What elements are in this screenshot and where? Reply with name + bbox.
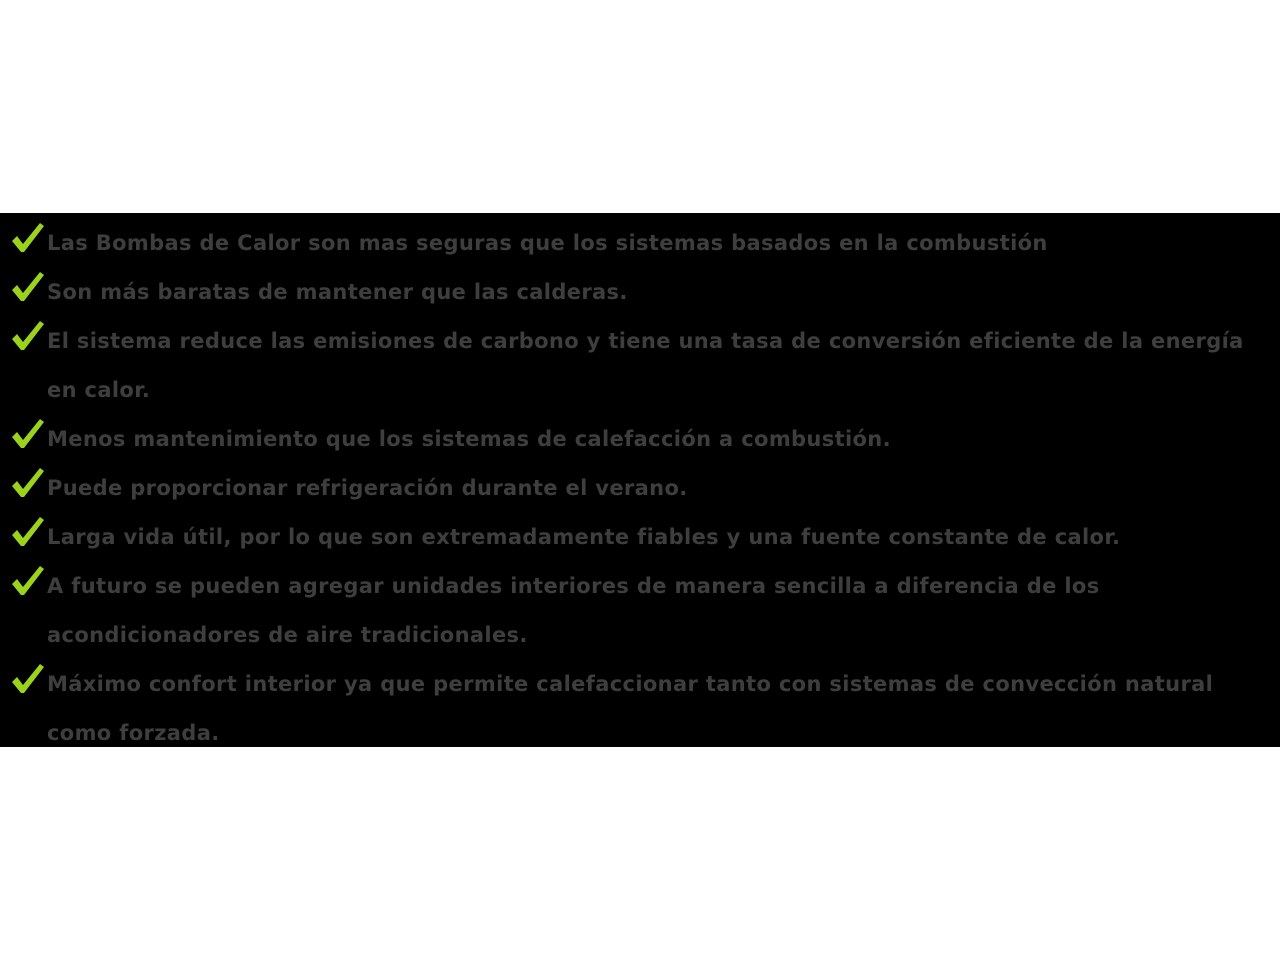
benefit-item (0, 415, 1280, 464)
checkmark-icon (9, 417, 45, 451)
benefit-item (0, 562, 1280, 660)
benefit-item (0, 317, 1280, 415)
benefit-text: Máximo confort interior ya que permite calefaccionar tanto con sistemas de convección natural como forzada. (47, 672, 1214, 745)
checkmark-icon (9, 319, 45, 353)
checkmark-icon (9, 466, 45, 500)
checkmark-icon (9, 221, 45, 255)
benefit-item (0, 513, 1280, 562)
benefits-list (0, 213, 1280, 747)
benefits-panel (0, 213, 1280, 747)
benefit-item (0, 268, 1280, 317)
benefit-item (0, 219, 1280, 268)
benefit-item (0, 660, 1280, 747)
benefit-text: Son más baratas de mantener que las calderas. (47, 280, 628, 304)
benefit-text: Puede proporcionar refrigeración durante el verano. (47, 476, 688, 500)
checkmark-icon (9, 270, 45, 304)
checkmark-icon (9, 515, 45, 549)
benefit-text: El sistema reduce las emisiones de carbono y tiene una tasa de conversión eficiente de la energía en calor. (47, 329, 1244, 402)
benefit-text: A futuro se pueden agregar unidades interiores de manera sencilla a diferencia de los acondicionadores de aire tradicionales. (47, 574, 1100, 647)
checkmark-icon (9, 564, 45, 598)
benefit-item (0, 464, 1280, 513)
benefit-text: Larga vida útil, por lo que son extremadamente fiables y una fuente constante de calor. (47, 525, 1121, 549)
benefit-text: Las Bombas de Calor son mas seguras que los sistemas basados en la combustión (47, 231, 1048, 255)
benefit-text: Menos mantenimiento que los sistemas de calefacción a combustión. (47, 427, 891, 451)
checkmark-icon (9, 662, 45, 696)
